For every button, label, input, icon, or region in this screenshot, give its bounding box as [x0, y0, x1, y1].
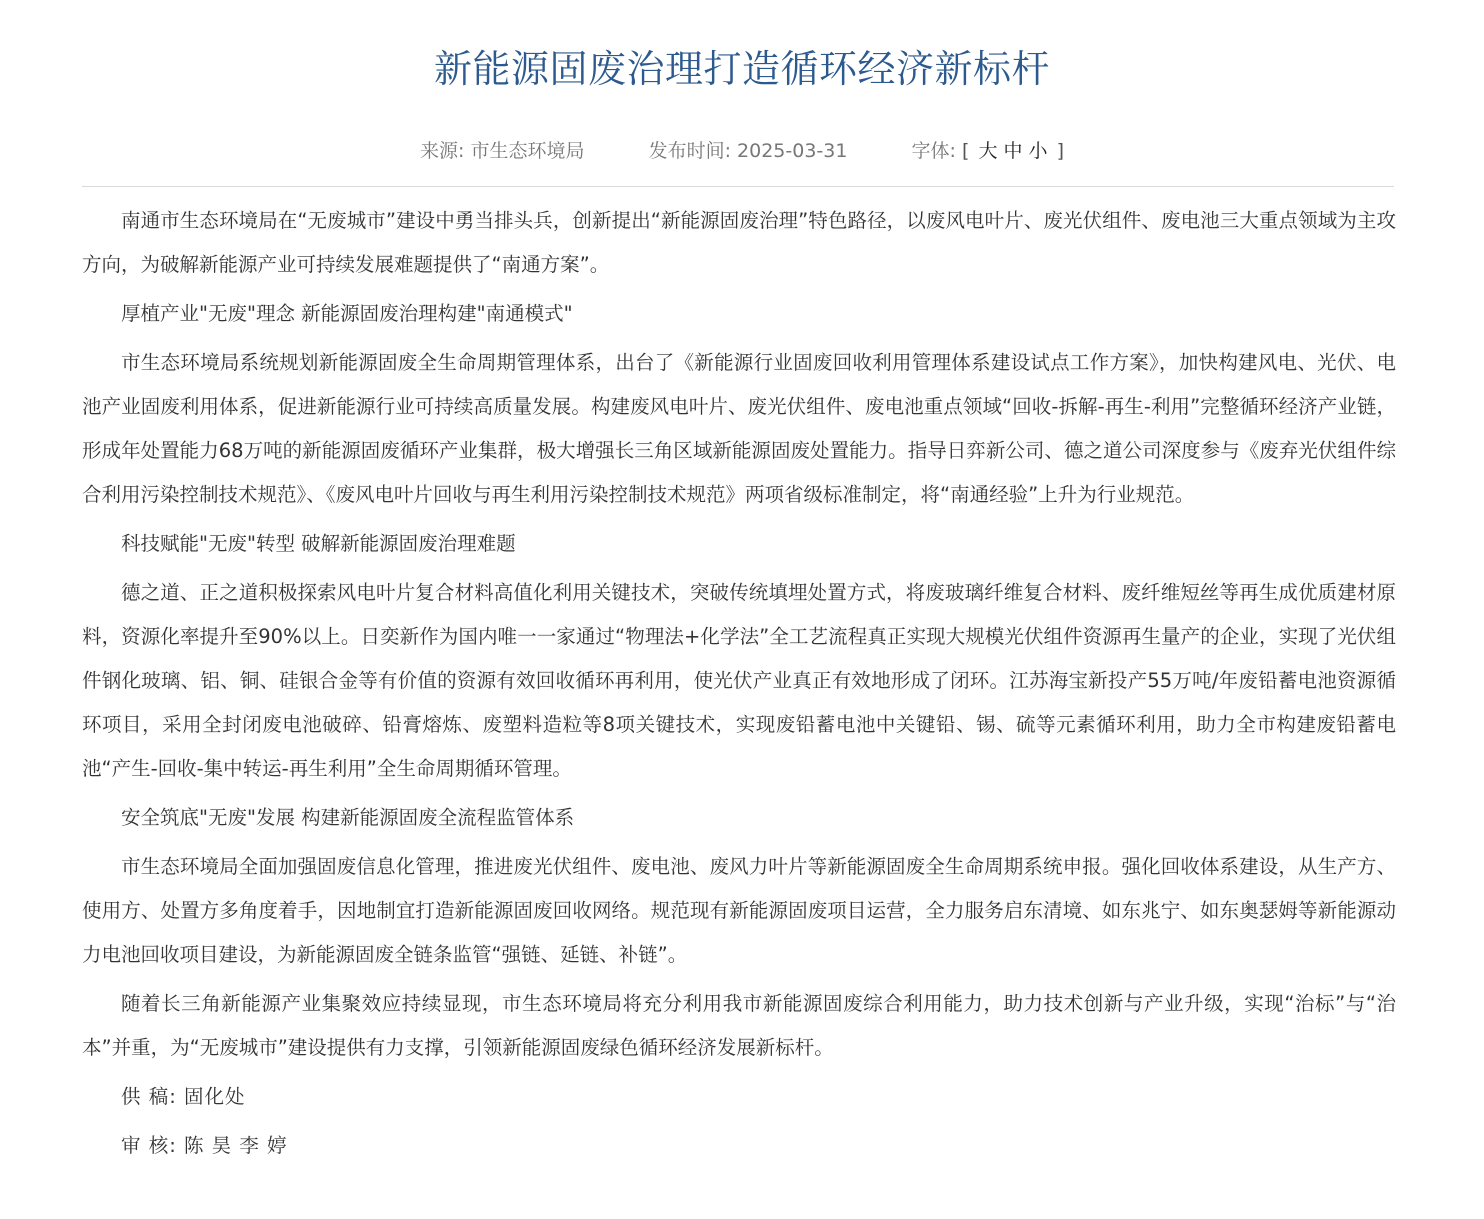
body-paragraph-1: 市生态环境局系统规划新能源固废全生命周期管理体系，出台了《新能源行业固废回收利用管理体系建设试点工作方案》，加快构建风电、光伏、电池产业固废利用体系，促进新能源行业可持续高质量发展。构建废风电叶片、废光伏组件、废电池重点领域“回收-拆解-再生-利用”完整循环经济产业链，形成年处置能力68万吨的新能源固废循环产业集群，极大增强长三角区域新能源固废处置能力。指导日弈新公司、德之道公司深度参与《废弃光伏组件综合利用污染控制技术规范》、《废风电叶片回收与再生利用污染控制技术规范》两项省级标准制定，将“南通经验”上升为行业规范。 [82, 351, 1396, 506]
publish-date: 2025-03-31 [737, 140, 848, 162]
font-size-small-link[interactable]: 小 [1028, 140, 1048, 162]
intro-paragraph: 南通市生态环境局在“无废城市”建设中勇当排头兵，创新提出“新能源固废治理”特色路径，以废风电叶片、废光伏组件、废电池三大重点领域为主攻方向，为破解新能源产业可持续发展难题提供了“南通方案”。 [82, 209, 1396, 276]
font-size-medium-link[interactable]: 中 [1003, 140, 1023, 162]
contributor-credit: 供 稿: 固化处 [121, 1085, 246, 1108]
article-meta [0, 136, 1484, 166]
font-size-large-link[interactable]: 大 [978, 140, 998, 162]
source-value: 市生态环境局 [470, 140, 585, 162]
section-heading-3: 安全筑底"无废"发展 构建新能源固废全流程监管体系 [121, 806, 575, 829]
source-label: 来源: [420, 140, 471, 162]
font-bracket-close: ] [1056, 140, 1064, 162]
reviewer-credit: 审 核: 陈 昊 李 婷 [121, 1134, 288, 1157]
section-heading-2: 科技赋能"无废"转型 破解新能源固废治理难题 [121, 532, 516, 555]
article-title: 新能源固废治理打造循环经济新标杆 [433, 47, 1050, 91]
body-paragraph-2: 德之道、正之道积极探索风电叶片复合材料高值化利用关键技术，突破传统填埋处置方式，将废玻璃纤维复合材料、废纤维短丝等再生成优质建材原料，资源化率提升至90%以上。日奕新作为国内唯一一家通过“物理法+化学法”全工艺流程真正实现大规模光伏组件资源再生量产的企业，实现了光伏组件钢化玻璃、铝、铜、硅银合金等有价值的资源有效回收循环再利用，使光伏产业真正有效地形成了闭环。江苏海宝新投产55万吨/年废铅蓄电池资源循环项目，采用全封闭废电池破碎、铅膏熔炼、废塑料造粒等8项关键技术，实现废铅蓄电池中关键铅、锡、硫等元素循环利用，助力全市构建废铅蓄电池“产生-回收-集中转运-再生利用”全生命周期循环管理。 [82, 581, 1396, 780]
date-label: 发布时间: [648, 140, 738, 162]
meta-divider [82, 186, 1394, 187]
body-paragraph-3: 市生态环境局全面加强固废信息化管理，推进废光伏组件、废电池、废风力叶片等新能源固废全生命周期系统申报。强化回收体系建设，从生产方、使用方、处置方多角度着手，因地制宜打造新能源固废回收网络。规范现有新能源固废项目运营，全力服务启东清境、如东兆宁、如东奥瑟姆等新能源动力电池回收项目建设，为新能源固废全链条监管“强链、延链、补链”。 [82, 855, 1396, 966]
font-bracket-open: [ [962, 140, 970, 162]
font-size-label: 字体: [911, 140, 962, 162]
section-heading-1: 厚植产业"无废"理念 新能源固废治理构建"南通模式" [121, 302, 573, 325]
article-body [82, 199, 1396, 1173]
closing-paragraph: 随着长三角新能源产业集聚效应持续显现，市生态环境局将充分利用我市新能源固废综合利用能力，助力技术创新与产业升级，实现“治标”与“治本”并重，为“无废城市”建设提供有力支撑，引领新能源固废绿色循环经济发展新标杆。 [82, 992, 1396, 1059]
